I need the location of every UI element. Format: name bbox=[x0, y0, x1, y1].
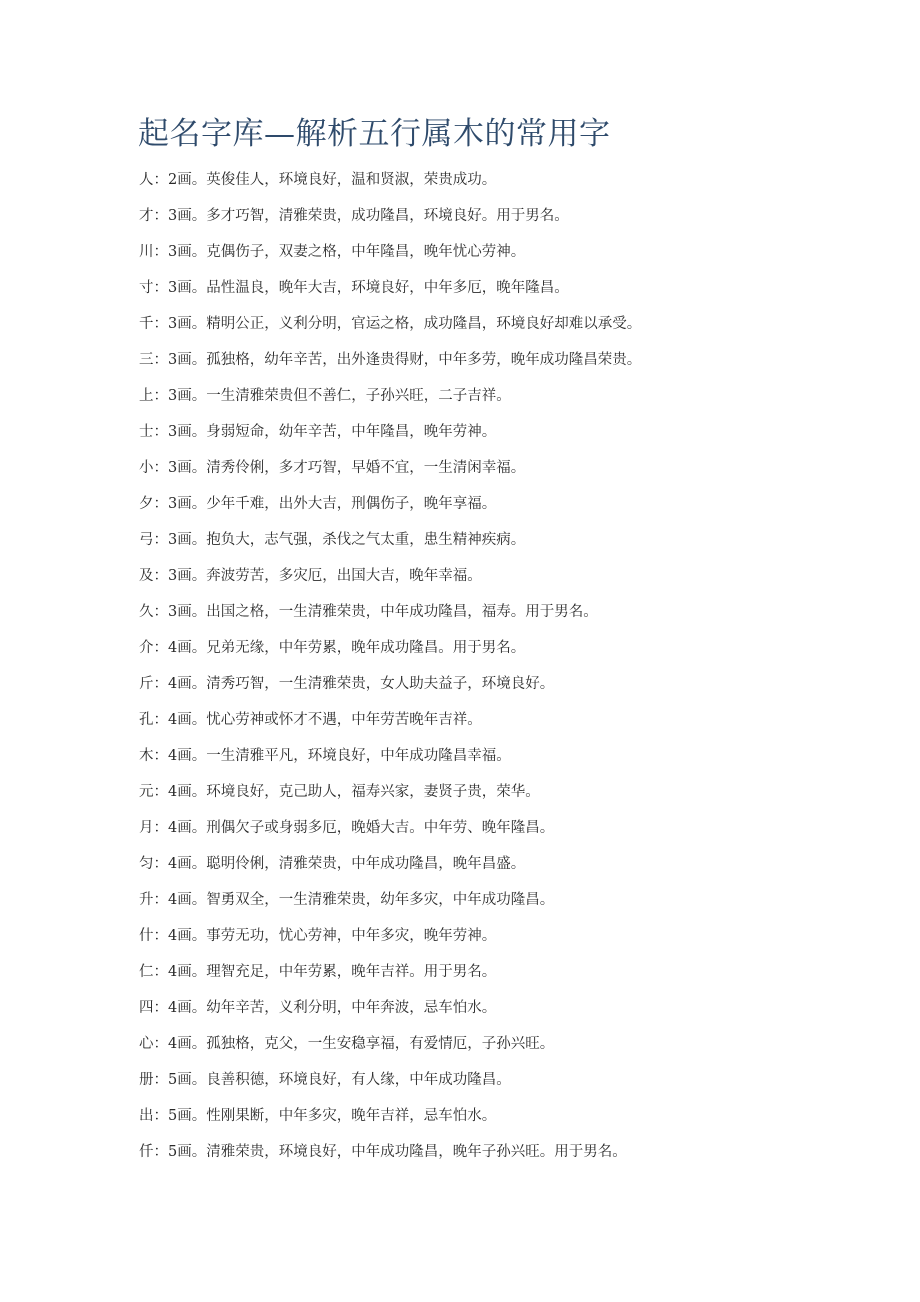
page-title: 起名字库—解析五行属木的常用字 bbox=[138, 116, 611, 152]
character-entry: 夕：3画。少年千难，出外大吉，刑偶伤子，晚年享福。 bbox=[139, 496, 497, 512]
character-entry: 斤：4画。清秀巧智，一生清雅荣贵，女人助夫益子，环境良好。 bbox=[139, 676, 555, 692]
character-entry: 匀：4画。聪明伶俐，清雅荣贵，中年成功隆昌，晚年昌盛。 bbox=[139, 856, 526, 872]
character-entry: 仁：4画。理智充足，中年劳累，晚年吉祥。用于男名。 bbox=[139, 964, 497, 980]
character-entry: 及：3画。奔波劳苦，多灾厄，出国大吉，晚年幸福。 bbox=[139, 568, 482, 584]
character-entry: 士：3画。身弱短命，幼年辛苦，中年隆昌，晚年劳神。 bbox=[139, 424, 497, 440]
character-entry: 月：4画。刑偶欠子或身弱多厄，晚婚大吉。中年劳、晚年隆昌。 bbox=[139, 820, 555, 836]
character-entry: 什：4画。事劳无功，忧心劳神，中年多灾，晚年劳神。 bbox=[139, 928, 497, 944]
character-entry: 川：3画。克偶伤子，双妻之格，中年隆昌，晚年忧心劳神。 bbox=[139, 244, 526, 260]
character-entry: 心：4画。孤独格，克父，一生安稳享福，有爱情厄，子孙兴旺。 bbox=[139, 1036, 555, 1052]
character-entry: 三：3画。孤独格，幼年辛苦，出外逢贵得财，中年多劳，晚年成功隆昌荣贵。 bbox=[139, 352, 642, 368]
character-entry: 元：4画。环境良好，克己助人，福寿兴家，妻贤子贵，荣华。 bbox=[139, 784, 540, 800]
character-entry: 人：2画。英俊佳人，环境良好，温和贤淑，荣贵成功。 bbox=[139, 172, 497, 188]
character-entry: 千：3画。精明公正，义利分明，官运之格，成功隆昌，环境良好却难以承受。 bbox=[139, 316, 642, 332]
character-entry: 升：4画。智勇双全，一生清雅荣贵，幼年多灾，中年成功隆昌。 bbox=[139, 892, 555, 908]
character-entry: 小：3画。清秀伶俐，多才巧智，早婚不宜，一生清闲幸福。 bbox=[139, 460, 526, 476]
character-entry-list bbox=[139, 168, 839, 1176]
character-entry: 出：5画。性刚果断，中年多灾，晚年吉祥，忌车怕水。 bbox=[139, 1108, 497, 1124]
character-entry: 木：4画。一生清雅平凡，环境良好，中年成功隆昌幸福。 bbox=[139, 748, 511, 764]
character-entry: 寸：3画。品性温良，晚年大吉，环境良好，中年多厄，晚年隆昌。 bbox=[139, 280, 569, 296]
character-entry: 孔：4画。忧心劳神或怀才不遇，中年劳苦晚年吉祥。 bbox=[139, 712, 482, 728]
character-entry: 上：3画。一生清雅荣贵但不善仁，子孙兴旺，二子吉祥。 bbox=[139, 388, 511, 404]
character-entry: 久：3画。出国之格，一生清雅荣贵，中年成功隆昌，福寿。用于男名。 bbox=[139, 604, 598, 620]
character-entry: 介：4画。兄弟无缘，中年劳累，晚年成功隆昌。用于男名。 bbox=[139, 640, 526, 656]
character-entry: 四：4画。幼年辛苦，义利分明，中年奔波，忌车怕水。 bbox=[139, 1000, 497, 1016]
character-entry: 弓：3画。抱负大，志气强，杀伐之气太重，患生精神疾病。 bbox=[139, 532, 526, 548]
character-entry: 仟：5画。清雅荣贵，环境良好，中年成功隆昌，晚年子孙兴旺。用于男名。 bbox=[139, 1144, 627, 1160]
character-entry: 册：5画。良善积德，环境良好，有人缘，中年成功隆昌。 bbox=[139, 1072, 511, 1088]
character-entry: 才：3画。多才巧智，清雅荣贵，成功隆昌，环境良好。用于男名。 bbox=[139, 208, 569, 224]
